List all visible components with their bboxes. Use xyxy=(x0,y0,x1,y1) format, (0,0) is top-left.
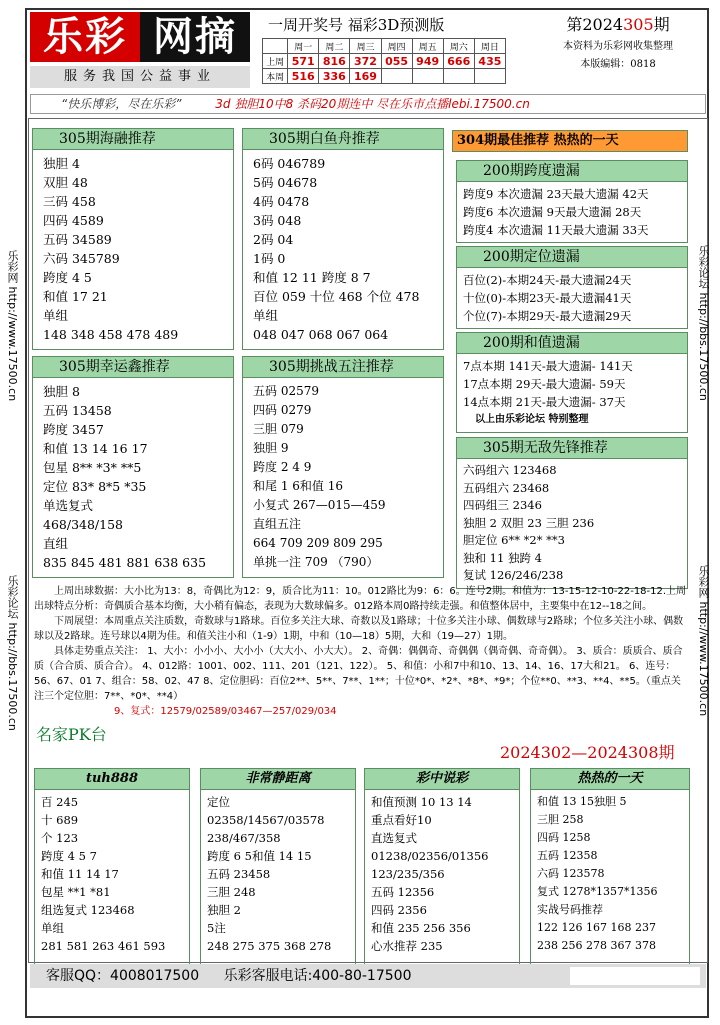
day-cell: 周日 xyxy=(474,39,505,54)
pk-col-body: 和值 13 15独胆 5 三胆 258 四码 1258 五码 12358 六码 123578 复式 1278*1357*1356 实战号码推荐 122 126 167 168 237 238 256 278 367 378 xyxy=(530,790,690,978)
pk-col-body: 定位 02358/14567/03578 238/467/358 跨度 6 5和值 14 15 五码 23458 三胆 248 独胆 2 5注 248 275 375 368 278 xyxy=(200,790,356,978)
draw-value: 571 xyxy=(288,54,319,69)
box-wudi xyxy=(456,437,688,589)
draw-days-row xyxy=(263,39,506,54)
draw-value: 816 xyxy=(319,54,350,69)
box-title: 305期幸运鑫推荐 xyxy=(32,356,234,378)
box-body: 7点本期 141天-最大遗漏- 141天 17点本期 29天-最大遗漏- 59天 14点本期 21天-最大遗漏- 37天 以上由乐彩论坛 特别整理 xyxy=(456,354,688,433)
draw-table xyxy=(262,38,506,84)
side-link-right-top[interactable]: 乐彩论坛 http://bbs.17500.cn xyxy=(697,245,710,401)
period-number: 第2024305期 xyxy=(566,15,670,34)
day-cell: 周二 xyxy=(319,39,350,54)
box-tiaozhan xyxy=(242,356,444,578)
source-note: 本资料为乐彩网收集整理 xyxy=(563,41,673,52)
hezhi-footer: 以上由乐彩论坛 特别整理 xyxy=(475,414,589,425)
box-body: 跨度9 本次遗漏 23天最大遗漏 42天 跨度6 本次遗漏 9天最大遗漏 28天 跨度4 本次遗漏 11天最大遗漏 33天 xyxy=(456,182,688,243)
pk-col-title: 热热的一天 xyxy=(530,768,690,790)
tagline-promo[interactable]: 3d 独胆10中8 杀码20期连中 尽在乐市点播lebi.17500.cn xyxy=(215,97,530,111)
box-body: 独胆 8 五码 13458 跨度 3457 和值 13 14 16 17 包星 8** *3* **5 定位 83* 8*5 *35 单选复式 468/348/158 直组 835 845 481 881 638 635 xyxy=(32,378,234,578)
last-week-row xyxy=(263,54,506,69)
pk-col-4 xyxy=(530,768,690,978)
issue-title: 一周开奖号 福彩3D预测版 xyxy=(268,16,445,34)
logo xyxy=(30,12,250,62)
draw-value: 949 xyxy=(412,54,443,69)
box-body: 六码组六 123468 五码组六 23468 四码组三 2346 独胆 2 双胆 23 三胆 236 胆定位 6** *2* **3 独和 11 独跨 4 复试 126/246/238 xyxy=(456,459,688,589)
box-title: 200期和值遗漏 xyxy=(456,332,688,354)
analysis-fushi: 9、复式：12579/02589/03467—257/029/034 xyxy=(114,706,337,717)
draw-value: 516 xyxy=(288,69,319,84)
box-body: 五码 02579 四码 0279 三胆 079 独胆 9 跨度 2 4 9 和尾 1 6和值 16 小复式 267—015—459 直组五注 664 709 209 809 295 单挑一注 709 （790） xyxy=(242,378,444,578)
pk-col-2 xyxy=(200,768,356,978)
draw-value: 372 xyxy=(350,54,381,69)
draw-value xyxy=(412,69,443,84)
day-cell: 周四 xyxy=(381,39,412,54)
box-hairong xyxy=(32,128,234,350)
day-cell: 周六 xyxy=(443,39,474,54)
draw-value: 169 xyxy=(350,69,381,84)
editor-note: 本版编辑：0818 xyxy=(580,59,656,70)
footer-phone[interactable]: 乐彩客服电话:400-80-17500 xyxy=(223,968,412,984)
draw-value xyxy=(381,69,412,84)
box-body: 百位(2)-本期24天-最大遗漏24天 十位(0)-本期23天-最大遗漏41天 个位(7)-本期29天-最大遗漏29天 xyxy=(456,268,688,329)
draw-value: 336 xyxy=(319,69,350,84)
pk-col-title: tuh888 xyxy=(34,768,190,790)
pk-title: 名家PK台 xyxy=(36,725,107,744)
day-cell: 周三 xyxy=(350,39,381,54)
draw-value: 435 xyxy=(474,54,505,69)
box-title: 305期白鱼舟推荐 xyxy=(242,128,444,150)
analysis-last-week: 上周出球数据：大小比为13：8，奇偶比为12：9，质合比为11：10。012路比为9：6：6。连号2期。和值为：13-15-12-10-22-18-12.上周出球特点分析：奇偶质合基本均衡，大小稍有偏态，表现为大数球偏多。012路本周0路持续走强。和值整体居中，主要集中在12--18之间。 xyxy=(34,586,687,612)
box-body: 独胆 4 双胆 48 三码 458 四码 4589 五码 34589 六码 345789 跨度 4 5 和值 17 21 单组 148 348 458 478 489 xyxy=(32,150,234,350)
pk-col-body: 百 245 十 689 个 123 跨度 4 5 7 和值 11 14 17 包星 **1 *81 组选复式 123468 单组 281 581 263 461 593 xyxy=(34,790,190,978)
analysis-focus: 具体走势重点关注： 1、大小：小小小、大小小（大大小、小大大）。 2、奇偶：偶偶奇、奇偶偶（偶奇偶、奇奇偶）。 3、质合：质质合、质合质（合合质、质合合）。 4、012路：1001、002、111、201（121、122）。 5、和值：小和7中和10、13、14、16、17大和21。 6、连号：56、67、01 7、组合：58、02、47 8、定位胆码：百位2**、5**、7**、1**；十位*0*、*2*、*8*、*9*；个位**0、**3、**4、**5。（重点关注三个定位胆：7**、*0*、**4） xyxy=(34,646,683,702)
box-title: 305期海融推荐 xyxy=(32,128,234,150)
day-cell: 周五 xyxy=(412,39,443,54)
pk-range: 2024302—2024308期 xyxy=(500,743,675,762)
footer-qq[interactable]: 客服QQ：4008017500 xyxy=(46,968,200,984)
draw-value: 666 xyxy=(443,54,474,69)
box-hezhi xyxy=(456,332,688,433)
pk-col-title: 非常静距离 xyxy=(200,768,356,790)
best-recommend-title: 304期最佳推荐 热热的一天 xyxy=(452,130,688,152)
analysis-text xyxy=(34,584,690,719)
row-label: 本周 xyxy=(263,69,288,84)
box-title: 305期无敌先锋推荐 xyxy=(456,437,688,459)
this-week-row xyxy=(263,69,506,84)
box-dingwei xyxy=(456,246,688,329)
box-xingyunxin xyxy=(32,356,234,578)
box-title: 305期挑战五注推荐 xyxy=(242,356,444,378)
draw-value: 055 xyxy=(381,54,412,69)
pk-col-body: 和值预测 10 13 14 重点看好10 直选复式 01238/02356/01356 123/235/356 五码 12356 四码 2356 和值 235 256 356 心水推荐 235 xyxy=(364,790,520,978)
pk-col-1 xyxy=(34,768,190,978)
row-label: 上周 xyxy=(263,54,288,69)
side-link-left-bottom[interactable]: 乐彩论坛 http://bbs.17500.cn xyxy=(6,575,19,731)
logo-right: 网摘 xyxy=(140,12,250,62)
box-baiyuzhou xyxy=(242,128,444,350)
period-info xyxy=(530,12,706,74)
tagline-quote: “快乐博彩，尽在乐彩” xyxy=(61,97,182,111)
slogan: 服务我国公益事业 xyxy=(30,66,250,88)
box-body: 6码 046789 5码 04678 4码 0478 3码 048 2码 04 1码 0 和值 12 11 跨度 8 7 百位 059 十位 468 个位 478 单组 048 047 068 067 064 xyxy=(242,150,444,350)
footer-bar xyxy=(30,964,706,988)
tagline xyxy=(30,94,706,114)
draw-value xyxy=(443,69,474,84)
pk-col-title: 彩中说彩 xyxy=(364,768,520,790)
box-kuadu xyxy=(456,160,688,243)
pk-col-3 xyxy=(364,768,520,978)
side-link-right-bottom[interactable]: 乐彩网 http://www.17500.cn xyxy=(697,565,710,717)
day-cell: 周一 xyxy=(288,39,319,54)
side-link-left-top[interactable]: 乐彩网 http://www.17500.cn xyxy=(6,250,19,402)
analysis-outlook: 下周展望：本周重点关注质数，奇数球与1路球。百位多关注大球、奇数以及1路球；十位多关注小球、偶数球与2路球；个位多关注小球、偶数球以及2路球。连号球以4期为佳。和值关注小和（1-9）1期，中和（10—18）5期，大和（19—27）1期。 xyxy=(34,616,684,642)
logo-left: 乐彩 xyxy=(30,12,140,62)
footer-blank-box xyxy=(570,967,700,985)
draw-value xyxy=(474,69,505,84)
box-title: 200期定位遗漏 xyxy=(456,246,688,268)
box-title: 200期跨度遗漏 xyxy=(456,160,688,182)
